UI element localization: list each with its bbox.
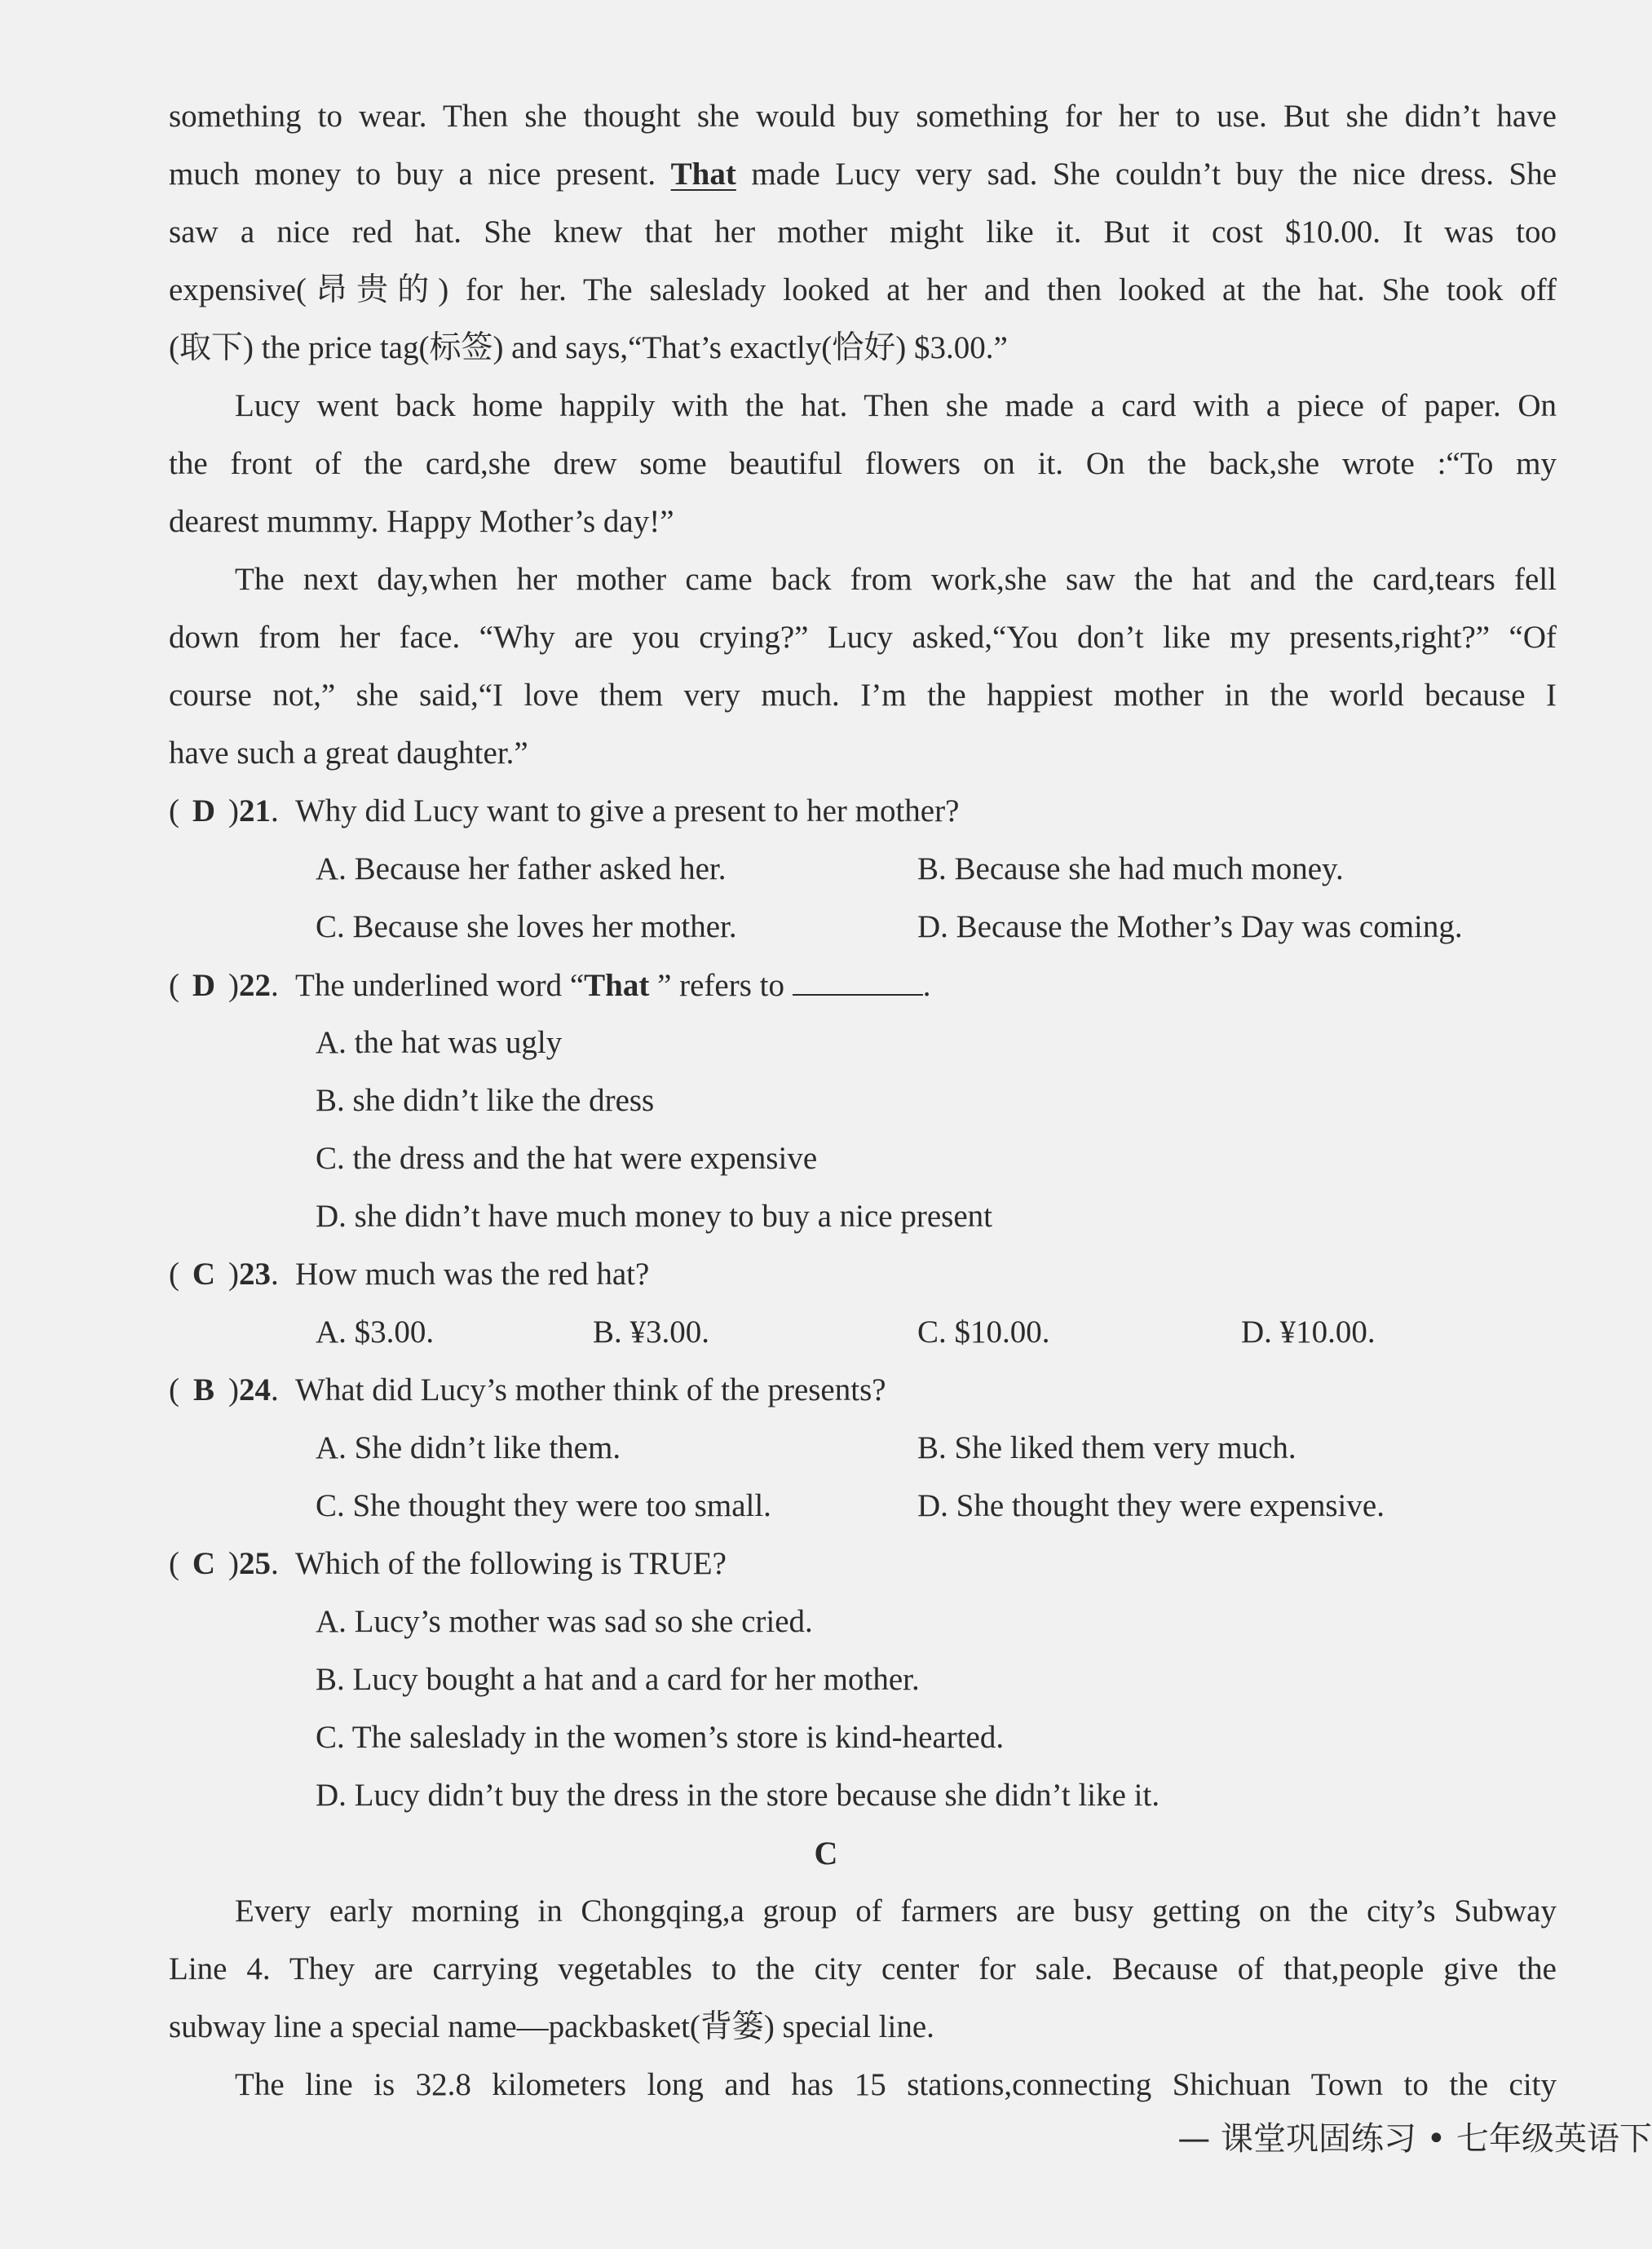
option-b[interactable]: B. Lucy bought a hat and a card for her mother. [316,1662,920,1697]
question-21 [169,791,959,832]
passage-line: The next day,when her mother came back from work,she saw the hat and the card,tears fell [235,562,1557,597]
passage-line: (取下) the price tag(标签) and says,“That’s exactly(恰好) $3.00.” [169,330,1008,365]
question-22 [169,965,930,1006]
passage-line: Every early morning in Chongqing,a group of farmers are busy getting on the city’s Subway [235,1893,1557,1929]
answer-bracket: ( D )22. [169,965,295,1006]
answer: C [192,1257,216,1292]
passage-line: subway line a special name—packbasket(背篓) special line. [169,2009,934,2044]
option-a[interactable]: A. the hat was ugly [316,1025,563,1060]
question-number: 25 [239,1546,271,1581]
answer-bracket: ( D )21. [169,791,295,832]
option-c[interactable]: C. She thought they were too small. [316,1488,771,1523]
option-a[interactable]: A. Lucy’s mother was sad so she cried. [316,1604,813,1639]
question-number: 21 [239,793,271,828]
answer: D [192,793,216,828]
question-text: ” refers to [649,968,784,1003]
answer: D [192,968,216,1003]
passage-line: the front of the card,she drew some beautiful flowers on it. On the back,she wrote :“To my [169,446,1557,481]
option-b[interactable]: B. Because she had much money. [917,851,1344,886]
option-c[interactable]: C. $10.00. [917,1314,1050,1350]
passage-line: dearest mummy. Happy Mother’s day!” [169,504,674,539]
question-number: 23 [239,1257,271,1292]
question-text: How much was the red hat? [295,1257,650,1292]
passage-line: down from her face. “Why are you crying?” Lucy asked,“You don’t like my presents,right?” “Of [169,620,1557,655]
question-text: . [922,968,931,1003]
option-c[interactable]: C. Because she loves her mother. [316,909,737,944]
question-23 [169,1254,649,1295]
question-24 [169,1370,886,1411]
passage-line: expensive(昂贵的) for her. The saleslady looked at her and then looked at the hat. She took off [169,272,1557,307]
passage-line [169,154,1557,195]
bold-word: That [584,968,650,1003]
question-text: Which of the following is TRUE? [295,1546,727,1581]
option-d[interactable]: D. she didn’t have much money to buy a nice present [316,1199,992,1234]
answer-bracket: ( C )23. [169,1254,295,1295]
answer-blank [793,965,923,996]
answer: B [192,1372,214,1407]
option-b[interactable]: B. she didn’t like the dress [316,1083,655,1118]
passage-text: made Lucy very sad. She couldn’t buy the nice dress. She [735,157,1557,192]
question-number: 22 [239,968,271,1003]
passage-text: much money to buy a nice present. [169,157,656,192]
option-c[interactable]: C. the dress and the hat were expensive [316,1141,818,1176]
answer-bracket: ( B )24. [169,1370,295,1411]
passage-line: Line 4. They are carrying vegetables to the city center for sale. Because of that,people give the [169,1951,1557,1986]
question-25 [169,1544,727,1584]
answer-bracket: ( C )25. [169,1544,295,1584]
question-number: 24 [239,1372,271,1407]
underlined-word-that: That [670,157,736,192]
passage-line: have such a great daughter.” [169,736,528,771]
page-footer: — 课堂巩固练习 • 七年级英语下 [1177,2120,1652,2158]
passage-line: something to wear. Then she thought she would buy something for her to use. But she didn’t have [169,99,1557,134]
option-b[interactable]: B. She liked them very much. [917,1430,1296,1465]
option-a[interactable]: A. Because her father asked her. [316,851,727,886]
option-c[interactable]: C. The saleslady in the women’s store is kind-hearted. [316,1720,1005,1755]
question-text: What did Lucy’s mother think of the presents? [295,1372,886,1407]
option-d[interactable]: D. Lucy didn’t buy the dress in the store because she didn’t like it. [316,1778,1160,1813]
option-d[interactable]: D. She thought they were expensive. [917,1488,1385,1523]
question-text: Why did Lucy want to give a present to her mother? [295,793,960,828]
option-d[interactable]: D. Because the Mother’s Day was coming. [917,909,1463,944]
section-title: C [814,1835,838,1871]
passage-line: The line is 32.8 kilometers long and has 15 stations,connecting Shichuan Town to the city [235,2067,1557,2102]
option-b[interactable]: B. ¥3.00. [593,1314,710,1350]
option-a[interactable]: A. $3.00. [316,1314,435,1350]
option-d[interactable]: D. ¥10.00. [1241,1314,1376,1350]
passage-line: Lucy went back home happily with the hat. Then she made a card with a piece of paper. On [235,388,1557,423]
passage-line: saw a nice red hat. She knew that her mother might like it. But it cost $10.00. It was too [169,214,1557,250]
passage-line: course not,” she said,“I love them very much. I’m the happiest mother in the world because I [169,678,1557,713]
question-text: The underlined word “ [295,968,585,1003]
option-a[interactable]: A. She didn’t like them. [316,1430,621,1465]
answer: C [192,1546,216,1581]
